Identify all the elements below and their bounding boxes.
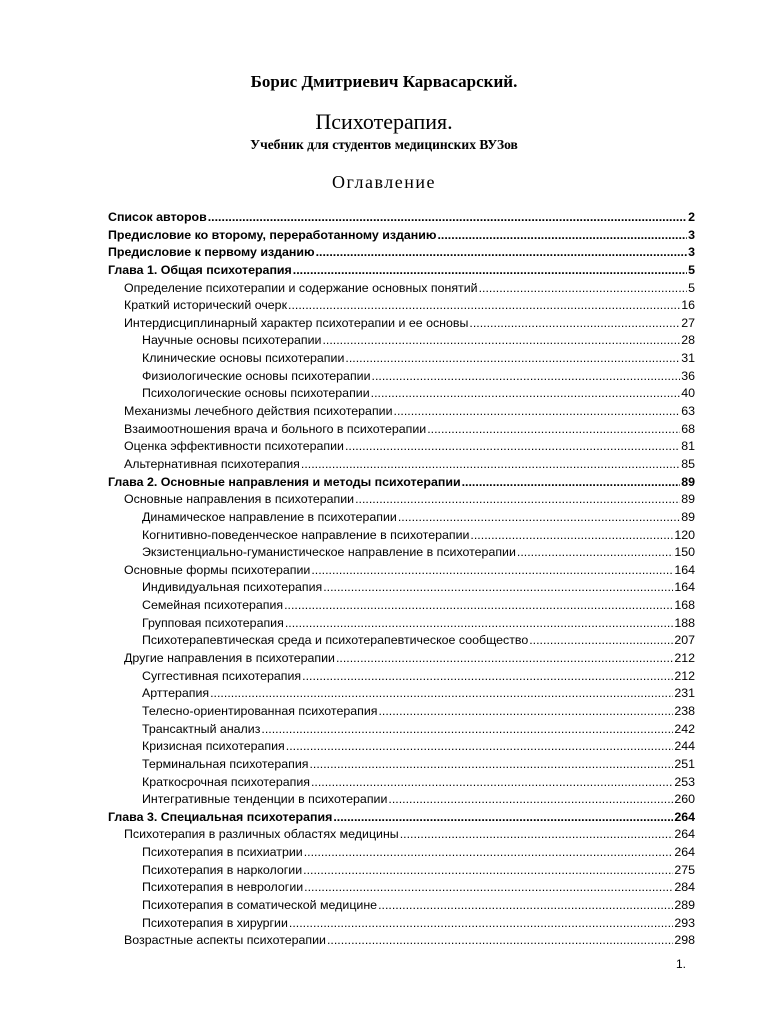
toc-entry-label: Основные формы психотерапии: [124, 562, 311, 577]
toc-entry[interactable]: [108, 438, 695, 456]
toc-entry-label: Психотерапия в наркологии: [142, 862, 303, 877]
toc-entry[interactable]: [108, 809, 695, 827]
toc-entry-page: 242: [674, 721, 695, 736]
toc-entry-label: Краткий исторический очерк: [124, 298, 287, 313]
toc-entry-label: Интердисциплинарный характер психотерапии и ее основы: [124, 315, 469, 330]
toc-entry-page: 5: [688, 262, 695, 277]
toc-entry[interactable]: [108, 262, 695, 280]
toc-entry-page: 120: [674, 527, 695, 542]
toc-entry[interactable]: [108, 209, 695, 227]
toc-entry-label: Семейная психотерапия: [142, 598, 284, 613]
toc-entry-label: Психотерапия в соматической медицине: [142, 897, 378, 912]
toc-entry[interactable]: [108, 774, 695, 792]
toc-leader-dots: [323, 579, 673, 597]
toc-entry-page: 275: [674, 862, 695, 877]
toc-entry-page: 212: [674, 668, 695, 683]
toc-entry[interactable]: [108, 721, 695, 739]
toc-entry[interactable]: [108, 879, 695, 897]
toc-entry-label: Кризисная психотерапия: [142, 739, 285, 754]
toc-leader-dots: [427, 421, 680, 439]
toc-entry[interactable]: [108, 297, 695, 315]
toc-entry-label: Предисловие к первому изданию: [108, 245, 315, 260]
toc-entry-page: 293: [674, 915, 695, 930]
toc-entry[interactable]: [108, 403, 695, 421]
toc-entry-page: 264: [674, 845, 695, 860]
toc-entry-label: Другие направления в психотерапии: [124, 651, 335, 666]
toc-entry-page: 89: [681, 509, 695, 524]
toc-leader-dots: [437, 227, 687, 245]
toc-entry-page: 63: [681, 404, 695, 419]
toc-entry-page: 188: [674, 615, 695, 630]
toc-entry[interactable]: [108, 632, 695, 650]
toc-leader-dots: [288, 297, 680, 315]
toc-entry[interactable]: [108, 350, 695, 368]
toc-leader-dots: [293, 262, 687, 280]
toc-leader-dots: [208, 209, 687, 227]
toc-entry-label: Взаимоотношения врача и больного в психотерапии: [124, 421, 427, 436]
toc-entry-label: Арттерапия: [142, 686, 210, 701]
toc-entry-label: Групповая психотерапия: [142, 615, 284, 630]
toc-entry[interactable]: [108, 315, 695, 333]
toc-entry[interactable]: [108, 544, 695, 562]
toc-entry[interactable]: [108, 844, 695, 862]
toc-entry-page: 28: [681, 333, 695, 348]
toc-leader-dots: [371, 385, 681, 403]
toc-entry-label: Научные основы психотерапии: [142, 333, 322, 348]
toc-leader-dots: [394, 403, 681, 421]
toc-entry[interactable]: [108, 685, 695, 703]
toc-entry[interactable]: [108, 527, 695, 545]
toc-entry-page: 3: [688, 245, 695, 260]
toc-entry[interactable]: [108, 579, 695, 597]
toc-entry-label: Краткосрочная психотерапия: [142, 774, 310, 789]
toc-entry[interactable]: [108, 897, 695, 915]
toc-entry-page: 68: [681, 421, 695, 436]
toc-entry[interactable]: [108, 509, 695, 527]
toc-leader-dots: [372, 368, 681, 386]
toc-leader-dots: [529, 632, 673, 650]
toc-entry[interactable]: [108, 280, 695, 298]
toc-entry-label: Трансактный анализ: [142, 721, 261, 736]
toc-leader-dots: [479, 280, 688, 298]
toc-entry-label: Экзистенциально-гуманистическое направление в психотерапии: [142, 545, 516, 560]
toc-leader-dots: [289, 915, 673, 933]
toc-leader-dots: [378, 703, 673, 721]
toc-entry-label: Определение психотерапии и содержание основных понятий: [124, 280, 478, 295]
toc-leader-dots: [304, 844, 674, 862]
toc-leader-dots: [304, 879, 673, 897]
toc-leader-dots: [517, 544, 673, 562]
toc-entry-label: Психотерапия в хирургии: [142, 915, 288, 930]
toc-entry[interactable]: [108, 738, 695, 756]
toc-entry-label: Психотерапевтическая среда и психотерапевтическое сообщество: [142, 633, 529, 648]
toc-leader-dots: [309, 756, 673, 774]
toc-entry[interactable]: [108, 915, 695, 933]
toc-entry-page: 264: [674, 809, 695, 824]
toc-entry-page: 231: [674, 686, 695, 701]
book-subtitle: Учебник для студентов медицинских ВУЗов: [250, 137, 518, 152]
toc-entry-label: Альтернативная психотерапия: [124, 456, 300, 471]
toc-leader-dots: [322, 332, 680, 350]
toc-entry-page: 85: [681, 456, 695, 471]
toc-leader-dots: [303, 862, 673, 880]
toc-entry-label: Основные направления в психотерапии: [124, 492, 355, 507]
toc-entry[interactable]: [108, 332, 695, 350]
toc-entry[interactable]: [108, 597, 695, 615]
book-title: Психотерапия.: [315, 109, 453, 134]
toc-leader-dots: [316, 244, 688, 262]
table-of-contents: [108, 209, 695, 950]
toc-entry-label: Телесно-ориентированная психотерапия: [142, 703, 378, 718]
page-number: 1.: [676, 957, 687, 971]
toc-entry-page: 3: [688, 227, 695, 242]
toc-leader-dots: [462, 474, 681, 492]
toc-entry-page: 260: [674, 792, 695, 807]
toc-entry-page: 81: [681, 439, 695, 454]
toc-leader-dots: [311, 774, 673, 792]
toc-leader-dots: [345, 350, 680, 368]
toc-entry-label: Психотерапия в различных областях медицины: [124, 827, 399, 842]
toc-leader-dots: [388, 791, 673, 809]
toc-leader-dots: [284, 597, 673, 615]
toc-entry-label: Оценка эффективности психотерапии: [124, 439, 344, 454]
toc-entry-page: 40: [681, 386, 695, 401]
toc-entry-page: 284: [674, 880, 695, 895]
toc-entry-page: 244: [674, 739, 695, 754]
toc-leader-dots: [301, 456, 680, 474]
toc-entry-label: Психотерапия в неврологии: [142, 880, 304, 895]
toc-entry[interactable]: [108, 650, 695, 668]
toc-leader-dots: [355, 491, 680, 509]
toc-entry-page: 253: [674, 774, 695, 789]
toc-leader-dots: [469, 315, 680, 333]
toc-entry-label: Глава 1. Общая психотерапия: [108, 262, 292, 277]
toc-entry-label: Терминальная психотерапия: [142, 756, 309, 771]
toc-entry[interactable]: [108, 244, 695, 262]
toc-entry-page: 264: [674, 827, 695, 842]
toc-entry[interactable]: [108, 703, 695, 721]
toc-entry-label: Психологические основы психотерапии: [142, 386, 370, 401]
toc-leader-dots: [398, 509, 680, 527]
toc-entry-page: 31: [681, 351, 695, 366]
toc-entry[interactable]: [108, 615, 695, 633]
toc-entry-label: Когнитивно-поведенческое направление в психотерапии: [142, 527, 470, 542]
toc-entry-page: 5: [688, 280, 695, 295]
toc-entry-page: 298: [674, 933, 695, 948]
toc-entry-page: 289: [674, 897, 695, 912]
toc-entry-label: Психотерапия в психиатрии: [142, 845, 303, 860]
toc-leader-dots: [378, 897, 673, 915]
toc-entry-page: 36: [681, 368, 695, 383]
toc-entry[interactable]: [108, 932, 695, 950]
toc-entry-page: 168: [674, 598, 695, 613]
toc-entry[interactable]: [108, 668, 695, 686]
toc-entry-label: Предисловие ко второму, переработанному изданию: [108, 227, 437, 242]
toc-entry-page: 212: [674, 651, 695, 666]
toc-entry[interactable]: [108, 491, 695, 509]
toc-entry-label: Глава 3. Специальная психотерапия: [108, 809, 333, 824]
toc-entry[interactable]: [108, 862, 695, 880]
toc-entry-label: Возрастные аспекты психотерапии: [124, 933, 326, 948]
toc-entry[interactable]: [108, 791, 695, 809]
toc-entry-label: Клинические основы психотерапии: [142, 351, 345, 366]
toc-entry-label: Глава 2. Основные направления и методы психотерапии: [108, 474, 461, 489]
toc-entry-page: 164: [674, 562, 695, 577]
toc-entry-page: 164: [674, 580, 695, 595]
toc-entry[interactable]: [108, 421, 695, 439]
toc-entry[interactable]: [108, 826, 695, 844]
toc-entry-page: 89: [681, 474, 695, 489]
toc-entry-label: Интегративные тенденции в психотерапии: [142, 792, 388, 807]
toc-leader-dots: [261, 721, 673, 739]
toc-entry-label: Физиологические основы психотерапии: [142, 368, 371, 383]
toc-leader-dots: [286, 738, 674, 756]
toc-entry-label: Индивидуальная психотерапия: [142, 580, 323, 595]
toc-leader-dots: [302, 668, 673, 686]
toc-entry-label: Список авторов: [108, 210, 207, 224]
toc-entry-label: Динамическое направление в психотерапии: [142, 509, 397, 524]
toc-heading: Оглавление: [332, 172, 436, 192]
toc-entry-page: 207: [674, 633, 695, 648]
toc-entry-page: 251: [674, 756, 695, 771]
toc-leader-dots: [336, 650, 673, 668]
book-author: Борис Дмитриевич Карвасарский.: [250, 72, 518, 91]
toc-leader-dots: [327, 932, 673, 950]
toc-leader-dots: [345, 438, 680, 456]
toc-entry-page: 2: [688, 210, 695, 224]
toc-leader-dots: [333, 809, 673, 827]
toc-entry[interactable]: [108, 227, 695, 245]
toc-entry-label: Механизмы лечебного действия психотерапии: [124, 404, 393, 419]
toc-entry-page: 238: [674, 703, 695, 718]
toc-entry[interactable]: [108, 456, 695, 474]
toc-leader-dots: [400, 826, 674, 844]
toc-leader-dots: [470, 527, 673, 545]
toc-entry-page: 150: [674, 545, 695, 560]
toc-leader-dots: [210, 685, 673, 703]
toc-entry-page: 16: [681, 298, 695, 313]
toc-entry[interactable]: [108, 756, 695, 774]
toc-leader-dots: [285, 615, 674, 633]
toc-entry-page: 27: [681, 315, 695, 330]
toc-entry[interactable]: [108, 562, 695, 580]
toc-entry-label: Суггестивная психотерапия: [142, 668, 302, 683]
toc-entry[interactable]: [108, 474, 695, 492]
toc-entry[interactable]: [108, 368, 695, 386]
toc-leader-dots: [311, 562, 673, 580]
toc-entry[interactable]: [108, 385, 695, 403]
toc-entry-page: 89: [681, 492, 695, 507]
